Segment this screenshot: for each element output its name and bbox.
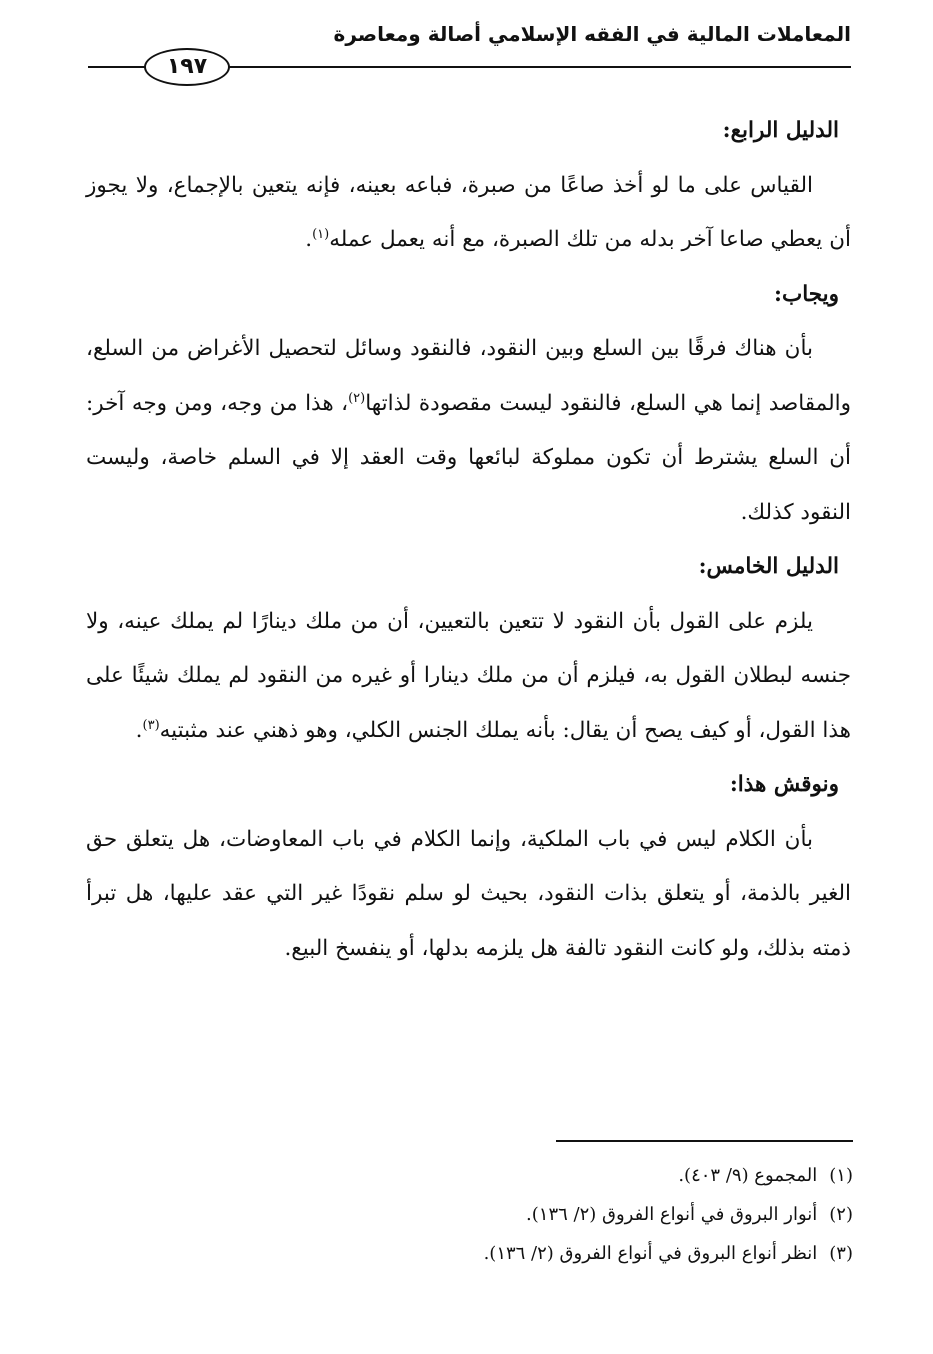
paragraph-reply: [86, 322, 851, 540]
footnote-2: [86, 1195, 853, 1234]
heading-fourth-evidence: الدليل الرابع:: [722, 118, 839, 143]
main-text: [86, 104, 851, 976]
heading-fifth-evidence: الدليل الخامس:: [698, 554, 839, 579]
paragraph-end: .: [305, 227, 313, 252]
heading-discussion: ونوقش هذا:: [729, 772, 839, 797]
footnote-3: [86, 1234, 853, 1273]
paragraph-analogy: [86, 159, 851, 268]
footnote-ref-3: (٣): [142, 717, 160, 733]
paragraph-fifth-evidence: [86, 595, 851, 759]
footnote-mark: (١): [829, 1165, 853, 1186]
footnote-ref-1: (١): [312, 226, 330, 242]
paragraph-text: يلزم على القول بأن النقود لا تتعين بالتعيين، أن من ملك دينارًا لم يملك عينه، ولا جنسه لبطلان القول به، فيلزم أن من ملك دينارا أو غيره من النقود لم يملك شيئًا على هذا القول، أو كيف يصح أن يقال: بأنه يملك الجنس الكلي، وهو ذهني عند مثبتيه: [86, 608, 851, 743]
paragraph-text: بأن هناك فرقًا بين السلع وبين النقود، فالنقود وسائل لتحصيل الأغراض من السلع، والمقاصد إنما هي السلع، فالنقود ليست مقصودة لذاتها: [86, 336, 851, 416]
footnote-1: [86, 1156, 853, 1195]
footnote-text: انظر أنواع البروق في أنواع الفروق (٢/ ١٣٦).: [483, 1243, 818, 1264]
footnote-separator: [556, 1140, 853, 1142]
paragraph-end: .: [135, 717, 143, 743]
footnote-text: أنوار البروق في أنواع الفروق (٢/ ١٣٦).: [526, 1204, 818, 1225]
footnotes: [86, 1156, 853, 1273]
footnote-mark: (٢): [829, 1204, 853, 1225]
paragraph-discussion: بأن الكلام ليس في باب الملكية، وإنما الكلام في باب المعاوضات، هل يتعلق حق الغير بالذمة، أو يتعلق بذات النقود، بحيث لو سلم نقودًا غير التي عقد عليها، هل تبرأ ذمته بذلك، ولو كانت النقود تالفة هل يلزمه بدلها، أو ينفسخ البيع.: [86, 826, 851, 961]
footnote-text: المجموع (٩/ ٤٠٣).: [678, 1165, 818, 1186]
footnote-ref-2: (٢): [348, 390, 366, 406]
paragraph-text: القياس على ما لو أخذ صاعًا من صبرة، فباعه بعينه، فإنه يتعين بالإجماع، ولا يجوز أن يعطي صاعا آخر بدله من تلك الصبرة، مع أنه يعمل عمله: [86, 172, 851, 252]
page-number-badge: ١٩٧: [144, 48, 230, 86]
footnote-mark: (٣): [829, 1243, 853, 1264]
paragraph-text-continued: ، هذا من وجه، ومن وجه آخر: أن السلع يشترط أن تكون مملوكة لبائعها وقت العقد إلا في السلم خاصة، وليست النقود كذلك.: [86, 390, 851, 525]
running-header-title: المعاملات المالية في الفقه الإسلامي أصالة ومعاصرة: [333, 22, 851, 46]
heading-reply: ويجاب:: [774, 281, 839, 307]
